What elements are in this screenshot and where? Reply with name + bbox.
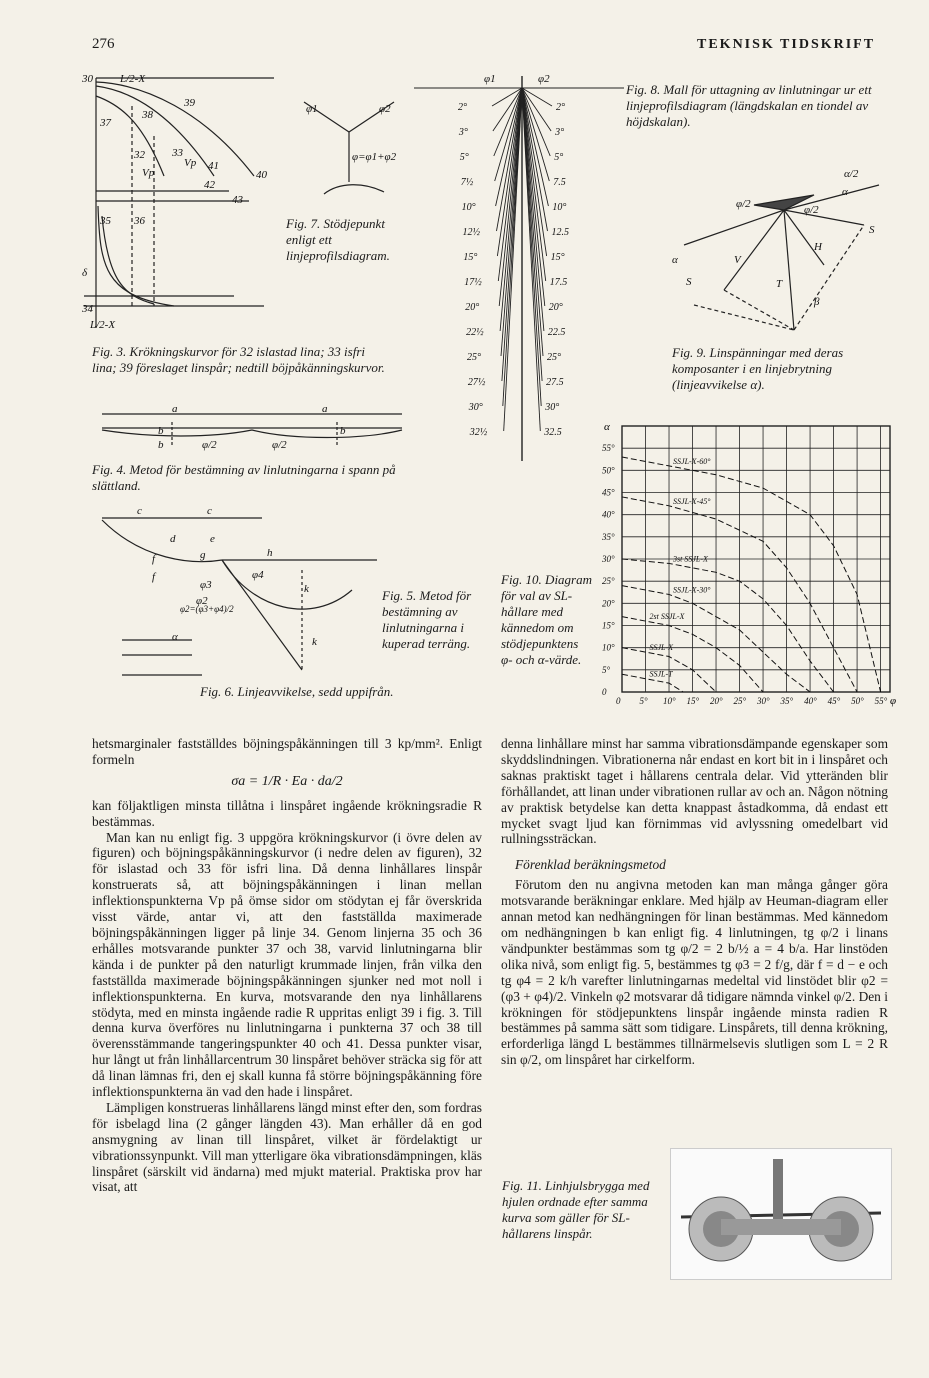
fig5-label: h — [267, 547, 273, 559]
fig10-ytick: 20° — [602, 598, 615, 609]
fig8-angle-label: 3° — [555, 127, 565, 138]
section-heading: Förenklad beräkningsmetod — [515, 857, 666, 873]
fig10-series-label: SSJL-X-45° — [673, 496, 711, 506]
fig10-ytick: 35° — [602, 531, 615, 542]
fig5-label: g — [200, 549, 206, 561]
fig3-label: 32 — [134, 149, 145, 161]
fig5-label: f — [152, 571, 156, 583]
fig3-caption: Fig. 3. Krökningskurvor för 32 islastad lina; 33 isfri lina; 39 föreslaget linspår; nedtill böjpåkänningskurvor. — [92, 344, 385, 375]
fig3-label: 37 — [100, 117, 111, 129]
fig10-xtick: 40° — [804, 696, 817, 706]
fig9-caption: Fig. 9. Linspänningar med deras komposanter i en linjebrytning (linjeavvikelse α). — [672, 345, 844, 392]
fig8-angle-label: 27½ — [467, 377, 486, 388]
fig8-angle-label: 15° — [550, 252, 565, 263]
fig4-label: b — [340, 425, 346, 437]
fig5-label: k — [312, 636, 317, 648]
fig3-label: L/2-X — [120, 73, 146, 85]
paragraph: hetsmarginaler fastställdes böjningspåkänningen till 3 kp/mm². Enligt formeln — [92, 736, 482, 767]
fig3-label: 38 — [142, 109, 153, 121]
fig3-label: Vp — [184, 157, 197, 169]
fig10-xtick: 35° — [780, 696, 794, 706]
fig8-top-label: φ1 — [484, 73, 496, 85]
fig10-xtick: 10° — [663, 696, 676, 706]
fig8-angle-label: 20° — [548, 302, 563, 313]
fig7-label: φ2 — [379, 103, 391, 115]
fig10-caption: Fig. 10. Diagram för val av SL-hållare med kännedom om stödjepunktens φ- och α-värde. — [501, 572, 592, 667]
fig10-series-label: SSJL-T — [649, 669, 673, 679]
fig9-label: T — [776, 278, 783, 290]
fig9-label: α — [672, 254, 678, 266]
fig4-label: a — [322, 403, 328, 415]
fig11-photo — [670, 1148, 892, 1280]
fig5-label: φ4 — [252, 569, 264, 581]
fig5-label: f — [152, 553, 156, 565]
fig3-curve-32 — [96, 86, 214, 176]
fig3-label: 33 — [172, 147, 183, 159]
fig8-angle-label: 17½ — [464, 277, 482, 288]
fig5-label: φ2 — [196, 595, 208, 607]
fig10-series-label: SSJL-X — [649, 643, 674, 653]
fig4-label: φ/2 — [272, 439, 287, 451]
fig10-xtick: 30° — [757, 696, 770, 706]
fig8-angle-label: 15° — [463, 252, 478, 263]
formula: σa = 1/R · Ea · da/2 — [231, 773, 343, 789]
fig4-label: b — [158, 439, 164, 451]
fig10-series-label: 3st SSJL-X — [673, 554, 708, 564]
fig10-ytick: 15° — [602, 620, 615, 631]
fig3-diagram — [84, 66, 284, 336]
fig5-caption: Fig. 5. Metod för bestämning av linlutningarna i kuperad terräng. — [382, 588, 472, 651]
fig8-angle-label: 10° — [552, 202, 567, 213]
fig8-angle-label: 25° — [467, 352, 481, 363]
fig9-label: α/2 — [844, 168, 859, 180]
fig8-angle-label: 3° — [458, 127, 468, 138]
fig8-top-label: φ2 — [538, 73, 550, 85]
fig8-angle-label: 12.5 — [551, 227, 569, 238]
fig10-ytick: 0 — [602, 687, 607, 697]
fig5-label: e — [210, 533, 215, 545]
fig10-xtick: 50° — [851, 696, 864, 706]
fig5-label: d — [170, 533, 176, 545]
fig7-label: φ=φ1+φ2 — [352, 151, 397, 163]
fig10-xtick: 5° — [639, 696, 648, 706]
fig3-label: Vp — [142, 167, 155, 179]
fig10-chart — [600, 418, 900, 710]
fig3-label: 35 — [100, 215, 111, 227]
fig8-angle-label: 22.5 — [547, 327, 566, 338]
fig10-ylabel: α — [604, 421, 610, 433]
fig10-xtick: 15° — [686, 696, 700, 706]
fig5-label: φ3 — [200, 579, 212, 591]
fig8-angle-label: 5° — [554, 152, 564, 163]
fig3-label: 41 — [208, 160, 219, 172]
fig8-angle-label: 5° — [459, 152, 469, 163]
fig9-diagram — [664, 155, 889, 345]
fig9-label: V — [734, 254, 741, 266]
paragraph: Lämpligen konstrueras linhållarens längd minst efter den, som fordras för isbelagd lina (2 gånger längden 43). Man erhåller då en god ansmygning av linan till linspåret, vilket är fördelaktigt ur vibrationssynpunkt. Vill man ytterligare öka vibrationsdämpningen, kläs linspåret (särskilt vid ändarna) med mjukt material. Praktiska prov har visat, att — [92, 1099, 482, 1195]
fig8-angle-label: 30° — [545, 402, 560, 413]
fig8-ray — [497, 88, 522, 256]
fig7-caption: Fig. 7. Stödjepunkt enligt ett linjeprofilsdiagram. — [286, 216, 390, 263]
fig8-angle-label: 7.5 — [553, 177, 566, 188]
fig9-label: φ/2 — [736, 198, 751, 210]
fig10-xlabel: φ — [890, 695, 897, 707]
fig8-diagram — [414, 66, 624, 466]
fig4-diagram — [92, 400, 412, 460]
fig4-caption: Fig. 4. Metod för bestämning av linlutningarna i spann på slättland. — [92, 462, 396, 493]
fig10-series-label: SSJL-X-30° — [673, 585, 711, 595]
fig5-label: c — [207, 505, 212, 517]
paragraph: Man kan nu enligt fig. 3 uppgöra krökningskurvor (i övre delen av figuren) och böjningspåkänningskurvor (i nedre delen av figuren), 32 för islastad och 33 för isfri lina. Då denna linhållares linspår konstruerats så, att böjningspåkänningen i linan mellan inflektionspunkterna Vp på ömse sidor om stödytan ej får överskrida visst värde, antar vi, att den fastställda maximerade böjningspåkänningen ligger på linje 34. Genom linjerna 35 och 36 erhålles motsvarande punkter 37 och 38, varvid linlutningarna blir kända i de punkter på den naturligt krummade linjen, från vilka den fastställda maximerade böjningspåkänningen sjunker ned mot noll i inflektionspunkterna. En kurva, motsvarande den nya linhållarens stödyta, med en minsta ingående radie R uppritas enligt 39 i fig. 3. Till denna kurva överföres nu linlutningarna i punkterna 37 och 38 till överensstämmande tangeringspunkter 40 och 41. Dessa punkter visar, hur långt ut från linhållarcentrum 30 linspåret behöver sträcka sig för att då linan lämnas fri, den ej skall kunna få större böjningspåkänning före inflektionspunkterna än vad den hade i linspåret. — [92, 829, 482, 1100]
fig3-label: 39 — [184, 97, 195, 109]
fig5-label: φ2=(φ3+φ4)/2 — [180, 604, 234, 614]
fig4-label: a — [172, 403, 178, 415]
fig5-label: k — [304, 583, 309, 595]
paragraph: kan följaktligen minsta tillåtna i linspåret ingående krökningsradie R bestämmas. — [92, 797, 482, 829]
fig8-angle-label: 7½ — [460, 177, 474, 188]
fig3-label: δ — [82, 267, 88, 279]
fig9-label: α — [842, 186, 848, 198]
paragraph: denna linhållare minst har samma vibrationsdämpande egenskaper som skyddslindningen. Vibrationerna når endast en kort bit in i linspåret och saknas praktiskt taget i hållarens centrala delar. Vid ytteränden blir förhållandet, att linan under vibrationen rullar av och an. Någon nötning av praktisk betydelse kan detta knappast åstadkomma, då endast ett mycket svagt ljud kan förnimmas vid avlyssning omedelbart vid rullningssträckan. — [501, 736, 888, 847]
fig3-label: 43 — [232, 194, 243, 206]
journal-title: TEKNISK TIDSKRIFT — [697, 37, 876, 52]
fig10-series-label: 2st SSJL-X — [649, 612, 685, 622]
fig7-label: φ1 — [306, 103, 318, 115]
fig8-angle-label: 25° — [547, 352, 561, 363]
fig10-xtick: 0 — [616, 696, 621, 706]
fig10-ytick: 45° — [602, 487, 615, 498]
fig10-ytick: 5° — [602, 664, 611, 675]
fig10-xtick: 20° — [710, 696, 723, 706]
page-number: 276 — [92, 36, 115, 52]
fig9-label: S — [686, 276, 692, 288]
fig8-angle-label: 27.5 — [546, 377, 564, 388]
fig8-angle-label: 30° — [468, 402, 483, 413]
fig7-diagram — [294, 82, 414, 202]
fig8-angle-label: 22½ — [466, 327, 484, 338]
fig10-xtick: 25° — [733, 696, 747, 706]
fig8-angle-label: 32½ — [469, 427, 488, 438]
fig10-ytick: 55° — [602, 443, 615, 454]
fig9-label: S — [869, 224, 875, 236]
fig9-label: H — [814, 241, 822, 253]
fig8-angle-label: 20° — [465, 302, 480, 313]
fig10-ytick: 10° — [602, 642, 615, 653]
fig8-angle-label: 17.5 — [549, 277, 568, 288]
fig5-label: c — [137, 505, 142, 517]
fig8-caption: Fig. 8. Mall för uttagning av linlutningar ur ett linjeprofilsdiagram (längdskalan en tiondel av höjdskalan). — [626, 82, 872, 129]
fig3-bending-curve-2 — [102, 216, 154, 304]
fig10-xtick: 45° — [827, 696, 841, 706]
fig11-caption: Fig. 11. Linhjulsbrygga med hjulen ordnade efter samma kurva som gäller för SL-hållarens linspår. — [502, 1178, 650, 1241]
fig10-ytick: 50° — [602, 465, 615, 476]
fig3-label: L/2-X — [90, 319, 116, 331]
fig8-angle-label: 2° — [458, 102, 467, 113]
fig3-label: 40 — [256, 169, 267, 181]
fig3-label: 34 — [82, 303, 93, 315]
fig3-label: 36 — [134, 215, 145, 227]
fig10-series-label: SSJL-X-60° — [673, 456, 711, 466]
fig8-angle-label: 32.5 — [544, 427, 562, 438]
fig3-label: 42 — [204, 179, 215, 191]
right-column — [501, 736, 888, 1068]
fig8-angle-label: 10° — [461, 202, 476, 213]
fig5-label: α — [172, 631, 178, 643]
fig4-label: b — [158, 425, 164, 437]
fig10-ytick: 30° — [602, 554, 615, 564]
fig10-ytick: 25° — [602, 576, 615, 587]
left-column — [92, 736, 482, 1195]
fig10-ytick: 40° — [602, 509, 615, 520]
fig3-label: 30 — [82, 73, 93, 85]
fig5-diagram — [92, 500, 382, 700]
fig10-xtick: 55° — [874, 696, 888, 706]
fig4-label: φ/2 — [202, 439, 217, 451]
fig3-curve-39 — [96, 82, 254, 176]
fig6-caption: Fig. 6. Linjeavvikelse, sedd uppifrån. — [200, 684, 394, 699]
fig8-angle-label: 2° — [556, 102, 565, 113]
fig8-angle-label: 12½ — [462, 227, 480, 238]
fig8-ray — [522, 88, 547, 256]
fig9-label: φ/2 — [804, 204, 819, 216]
fig9-label: β — [814, 296, 820, 308]
paragraph: Förutom den nu angivna metoden kan man många gånger göra motsvarande beräkningar enklare. Med hjälp av Heuman-diagram eller annan metod kan nedhängningen för linan bestämmas. Med kännedom om nedhängningen b kan enligt fig. 4 linlutningen, tg φ/2 i linans vändpunkter bestämmas som tg φ/2 = 2 b/½ a = 4 b/a. Har linstöden olika nivå, som enligt fig. 5, bestämmes tg φ3 = 2 f/g, där f = d − e och tg φ4 = 2 k/h varefter linlutningarnas medeltal vid linstödet blir φ2 = (φ3 + φ4)/2. Vinkeln φ2 motsvarar då tidigare nämnda vinkel φ/2. Den i krökningen för stödjepunktens linspår ingående minsta radien R bestämmes på samma sätt som tidigare. Linspårets, till denna krökning, erforderliga längd L bestämmes tillnärmelsevis slutligen som L = 2 R sin φ/2, om linspåret har cirkelform. — [501, 877, 888, 1068]
